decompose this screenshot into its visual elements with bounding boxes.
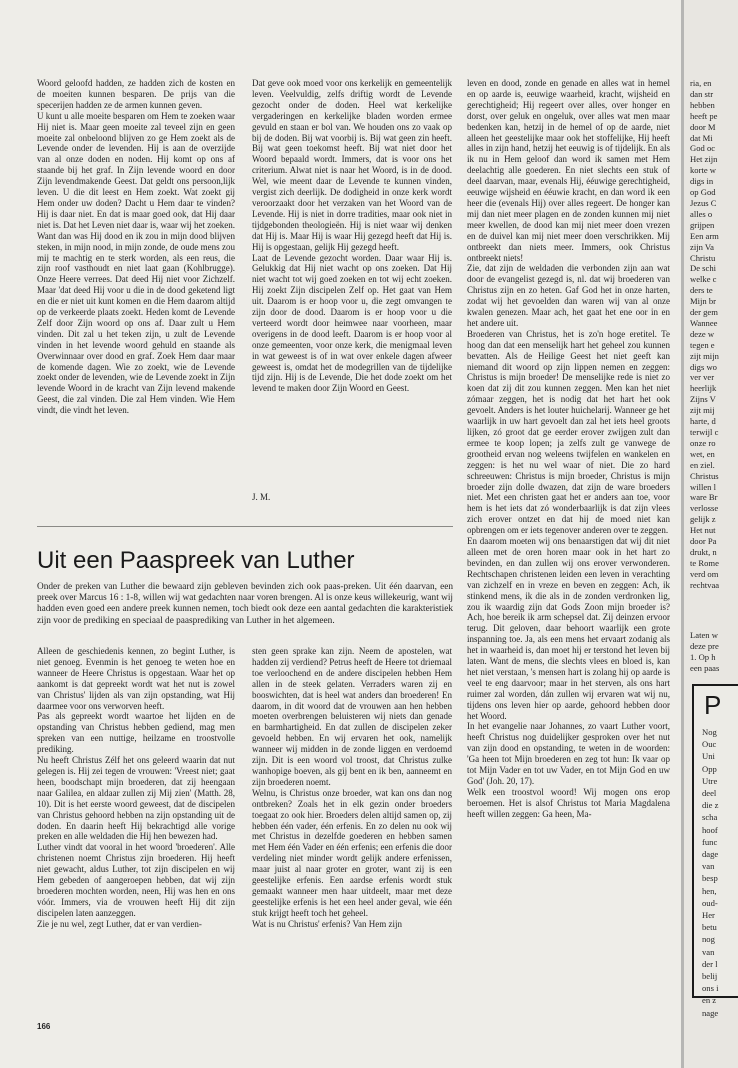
text-line: en z [702, 995, 717, 1006]
paragraph: In het evangelie naar Johannes, zo vaart Luther voort, heeft Christus nog duidelijker gesproken over het nut van zijn dood en opstanding, te weten in de woorden: 'Ga heen tot Mijn broederen en zeg tot hun: Ik vaar op tot Mijn Vader en tot uw Vader, en tot Mijn God en uw God' (Joh. 20, 17). [467, 721, 670, 786]
text-line: Laten w [690, 630, 718, 640]
text-line: God oc [690, 143, 716, 154]
text-line: die z [702, 800, 719, 811]
paragraph: U kunt u alle moeite besparen om Hem te zoeken waar Hij niet is. Maar geen moeite zal teveel zijn en geen moeite zal onbeloond blijven zo ge Hem zoekt als de Levende onder de levenden. Hij is aan de overzijde van al onze doden en noden. Hij komt op ons af staande bij het graf. In Zijn levende woord en door Zijn levendmakende Geest. Dat geldt ons persoon,lijk leven. U die dit leest en Hem zoekt. Wat zoekt gij Hem onder uw doden? Dacht u Hem daar te vinden? Hij is daar niet. En dat is maar goed ook, dat Hij daar niet is. Dat het Leven niet daar is, waar wij het zoeken. Want dan was Hij dood en ik zou in mijn dood blijven steken, in mijn nood, in mijn zonde, de oude mens zou mij te machtig en te sterk worden, als een reus, die zijn roof vasthoudt en niet laat gaan (Kohlbrugge). Onze Heere verrees. Dat deed Hij niet voor Zichzelf. Maar 'dat deed Hij voor u die in de dood geketend ligt en die er niet uit kunt komen en die Hem daarom altijd op de verkeerde plaats zoekt. Heden komt de Levende Zelf door Zijn woord op ons af. Daar zult u Hem vinden. Dit zal u het teken zijn, u zult de Levende vinden in het levende woord gehuld en staande als Overwinnaar over dood en graf. Zoek Hem daar maar de komende dagen. Wie zo zoekt, wie de Levende zoekt onder de levenden, wie de Levende zoekt in Zijn levende Woord in de kracht van Zijn levend makende Geest, die zal vinden. Die zal Hem vinden. Wie Hem vindt, die vindt het leven. [37, 110, 235, 416]
text-line: Zijns V [690, 394, 716, 405]
paragraph: Alleen de geschiedenis kennen, zo begint Luther, is niet genoeg. Evenmin is het genoeg te weten hoe en wanneer de Heere Christus is opgestaan. Waar het op aankomt is dat gepreekt wordt wat het nut is zowel van Christus' lijden als van zijn opstanding, wat Hij daarmee voor ons verworven heeft. [37, 646, 235, 711]
paragraph: Zie, dat zijn de weldaden die verbonden zijn aan wat door de evangelist gezegd is, nl. dat wij broederen van Christus zijn en zo heten. Gaf God het in onze harten, zodat wij het gevoelden dan waren wij van al onze kwalen genezen. Maar ach, het gaat het ene oor in en het andere uit. [467, 263, 670, 328]
text-line: der l [702, 958, 718, 969]
page-number: 166 [37, 1022, 51, 1031]
top-column-1 [37, 78, 235, 416]
text-line: verd om [690, 568, 719, 579]
paragraph: Wat is nu Christus' erfenis? Van Hem zijn [252, 918, 402, 929]
text-line: alles o [690, 208, 713, 219]
text-line: Mijn br [690, 296, 717, 307]
text-line: Uni [702, 751, 715, 762]
text-line: Christus [690, 470, 719, 481]
text-line: Her [702, 910, 715, 921]
text-line: Een arm [690, 230, 719, 241]
text-line: tegen e [690, 339, 715, 350]
paragraph: En daarom moeten wij ons benaarstigen dat wij dit niet alleen met de oren horen maar ook in het hart zo bevinden, en dan zullen wij ons erover verwonderen. Rechtschapen christenen leiden een leven in verachting van zichzelf en in vreze en beven en zeggen: Ach, ik stinkend mens, ik die als in de zonden verdronken lig, zou ik waardig zijn dat Gods Zoon mijn broeder is? Ach, hoe bereik ik arm schepsel dat. Zij deinzen ervoor terug. Dit geloven, daar behoort waarlijk een grote inspanning toe. Ja, als een mens het ervaart zodanig als het in waarheid is, dan moet hij er terstond het leven bij laten. Want de mens, die slechts vlees en bloed is, kan het niet verstaan, 's mensen hart is zolang hij op aarde is veel te eng daarvoor; maar in het sterven, als ons hart ruimer zal worden, dán zullen wij ervaren wat wij nu, tijdens ons leven hier op aarde, gehoord hebben door het Woord. [467, 536, 670, 721]
text-line: oud- [702, 897, 718, 908]
text-line: korte w [690, 165, 717, 176]
paragraph: Nu heeft Christus Zélf het ons geleerd waarin dat nut gelegen is. Hij zei tegen de vrouwen: 'Vreest niet; gaat heen, boodschapt mijn broederen, dat zij heengaan naar Galilea, en aldaar zullen zij Mij zien' (Matth. 28, 10). Dit is het eerste woord geweest, dat de discipelen van Christus gehoord hebben na zijn opstanding uit de doden. En daarin heeft Hij bekrachtigd alle vorige preken en alle weldaden die Hij hen bewezen had. [37, 755, 235, 842]
text-line: Opp [702, 763, 717, 774]
article-column-1 [37, 646, 235, 930]
text-line: zijt mij [690, 405, 715, 416]
text-line: Het zijn [690, 154, 718, 165]
text-line: heeft pe [690, 110, 718, 121]
text-line: dan str [690, 88, 714, 99]
text-line: func [702, 836, 718, 847]
next-page-column [690, 78, 738, 591]
text-line: heerlijk [690, 383, 717, 394]
text-line: van [702, 861, 715, 872]
paragraph: Luther vindt dat vooral in het woord 'broederen'. Alle christenen noemt Christus zijn broederen. Hij heeft niet gewacht, aldus Luther, tot zijn discipelen en wij Hem gebeden of aangeroepen hebben, dat wij zijn broederen mochten worden, neen, Hij was hen en ons vóór. Immers, via de vrouwen heeft Hij dit zijn discipelen laten aanzeggen. [37, 842, 235, 918]
text-line: Het nut [690, 525, 716, 536]
text-line: te Rome [690, 557, 719, 568]
text-line: Jezus C [690, 197, 717, 208]
text-line: onze ro [690, 437, 716, 448]
text-line: besp [702, 873, 718, 884]
text-line: gelijk z [690, 514, 716, 525]
text-line: ria, en [690, 78, 712, 88]
article-intro: Onder de preken van Luther die bewaard zijn gebleven bevinden zich ook paas-preken. Uit één daarvan, een preek over Marcus 16 : 1-8, willen wij wat gedachten naar voren brengen. Al is onze keus willekeurig, want wij hadden even goed een andere preek kunnen nemen, toch biedt ook deze een aantal gedachten die karakteristiek zijn voor de prediking en speciaal de paasprediking van Luther in het algemeen. [37, 582, 453, 626]
paragraph: sten geen sprake kan zijn. Neem de apostelen, wat hadden zij verdiend? Petrus heeft de Heere tot driemaal toe verloochend en de andere discipelen hebben Hem allen in de steek gelaten. Verraders waren zij en booswichten, dat is heel wat anders dan broederen! En daarom, in dit woord dat de vrouwen aan hen hebben moeten overbrengen beluisteren wij niets dan genade en barmhartigheid. En dat zullen de discipelen zeker gevoeld hebben. En wij ervaren het ook, namelijk wanneer wij midden in de zonde liggen en verdoemd zijn. Dit is een woord vol troost, dat Christus zulke wanhopige boeven, als gij bent en ik ben, aanneemt en zijn broederen noemt. [252, 646, 452, 787]
text-line: deel [702, 788, 717, 799]
text-line: verlosse [690, 503, 719, 514]
text-line: digs in [690, 176, 714, 187]
text-line: rechtvaa [690, 579, 720, 590]
text-line: en ziel. [690, 459, 715, 470]
text-line: door M [690, 121, 716, 132]
text-line: nage [702, 1007, 719, 1018]
paragraph: Broederen van Christus, het is zo'n hoge eretitel. Te hoog dan dat een menselijk hart het geheel zou kunnen bevatten. Als de Heilige Geest het niet geeft kan niemand dit woord op zijn lippen nemen en zeggen: Christus is mijn broeder! De menselijke rede is niet zo koen dat zij dit zou kunnen zeggen. Men kan het niet zómaar zeggen, het is nodig dat het hart het ook gevoelt. Anders is het louter huichelarij. Wanneer ge het waarlijk in uw hart gevoelt dan zal het iets heel groots lijken, zó groot dat ge eerder erover zwijgen zult dan ermee te koop lopen; ja zelfs zult ge vanwege de grootheid ervan nog weleens twijfelen en wankelen en zeggen: is het nu wel waar of niet. Die zo hard schreeuwen: Christus is mijn broeder, Christus is mijn broeder zijn dolle dwazen, dat zijn de ware broeders niet. Met een christen gaat het er anders aan toe, voor hem is het iets dat zó wonderbaarlijk is dat zijn vlees zich erover ontzet en dat hij de moed niet kan opbrengen om er iets tegenover anderen over te zeggen. [467, 328, 670, 536]
box-text [702, 726, 718, 1019]
text-line: De schi [690, 263, 717, 274]
paragraph: Laat de Levende gezocht worden. Daar waar Hij is. Gelukkig dat Hij niet wacht op ons zoeken. Dat Hij niet wacht tot wij goed zoeken en tot wij echt zoeken. Hij zoekt Zijn discipelen Zelf op. Het gaat van Hem uit. Daarom is er hoop voor u, die zegt omvangen te zijn door de dood. Daarom is er hoop voor u die verteerd wordt door heimwee naar voorheen, maar overigens in de dood leeft. Daarom is er hoop voor al onze gemeenten, voor onze kerk, die menigmaal leven in wat geweest is of in wat over enkele dagen afweer geweest is, omdat het de modegrillen van de tijdelijke tijd zijn. Hij is de Levende, Die het dode zoekt om het levend te maken door Zijn Woord en Geest. [252, 252, 452, 394]
text-line: welke c [690, 274, 717, 285]
text-line: van [702, 946, 715, 957]
text-line: Nog [702, 727, 717, 737]
section-divider [37, 526, 453, 527]
text-line: hebben [690, 99, 715, 110]
text-line: hoof [702, 824, 718, 835]
text-line: op God [690, 187, 716, 198]
article-title: Uit een Paaspreek van Luther [37, 547, 355, 574]
text-line: drukt, n [690, 546, 717, 557]
text-line: Christu [690, 252, 716, 263]
text-line: ons i [702, 983, 719, 994]
text-line: Ouc [702, 739, 717, 750]
next-page-edge [684, 0, 738, 1068]
text-line: deze w [690, 328, 715, 339]
box-initial: P [704, 690, 722, 720]
text-line: een paas [690, 663, 720, 673]
text-line: Wannee [690, 317, 718, 328]
top-column-2 [252, 78, 452, 394]
text-line: der gem [690, 307, 718, 318]
text-line: zijt mijn [690, 350, 719, 361]
text-line: grijpen [690, 219, 715, 230]
text-line: betu [702, 922, 717, 933]
text-line: ware Br [690, 492, 718, 503]
paragraph: Welnu, is Christus onze broeder, wat kan ons dan nog ontbreken? Zoals het in elk gezin onder broeders toegaat zo ook hier. Broeders delen altijd samen op, zij hebben één vader, één erfenis. En zo delen nu ook wij met Christus in dezelfde goederen en hebben samen met Hem één Vader en één erfenis; een erfenis die door verdeling niet minder wordt gelijk andere erfenissen, maar juist al naar groter en groter, want zij is een geestelijke erfenis. Een aardse erfenis wordt stuk gemaakt wanneer men haar uitdeelt, maar met deze geestelijke erfenis is het een heel ander geval, wie één stuk krijgt heeft toch het geheel. [252, 787, 452, 918]
text-line: wet, en [690, 448, 715, 459]
text-line: ders te [690, 285, 713, 296]
text-line: terwijl c [690, 427, 719, 437]
text-line: belij [702, 971, 718, 982]
text-line: harte, d [690, 416, 716, 427]
text-line: dat Mi [690, 132, 713, 143]
author-signature: J. M. [252, 492, 271, 502]
paragraph: Woord geloofd hadden, ze hadden zich de kosten en de moeiten kunnen besparen. De prijs van die specerijen hadden ze de armen kunnen geven. [37, 78, 235, 110]
text-line: ver ver [690, 372, 715, 383]
text-line: nog [702, 934, 715, 945]
text-line: door Pa [690, 536, 717, 547]
text-line: zijn Va [690, 241, 714, 252]
paragraph: Welk een troostvol woord! Wij mogen ons erop beroemen. Het is alsof Christus tot Maria Magdalena heeft willen zeggen: Ga heen, Ma- [467, 786, 670, 819]
next-page-boxed-article [692, 684, 738, 1018]
paragraph: Dat geve ook moed voor ons kerkelijk en gemeentelijk leven. Veelvuldig, zelfs driftig wordt de Levende gezocht onder de doden. Heel wat kerkelijke vergaderingen en kerkelijke bladen worden ermee gevuld en staan er bol van. We houden ons zo vaak op bij de doden. Bij wat voorbij is. Bij wat geen zin heeft. Bij wat geen toekomst heeft. Bij wat niet door het Woord bepaald wordt. Immers, dat is voor ons het criterium. Alwat niet is naar het Woord, is in de dood. Wel, wie meent daar de Levende te kunnen vinden, vergist zich deerlijk. De dodigheid in onze kerk wordt veroorzaakt door het verzaken van het Woord van de Levende. Hij is niet in dorre tradities, maar ook niet in tijdgebonden theologieën. Hij is niet waar wij denken dat Hij is. Maar Hij is waar Hij gezegd heeft dat Hij is. Hij is opgestaan, gelijk Hij gezegd heeft. [252, 78, 452, 252]
text-line: digs wo [690, 361, 717, 372]
paragraph: leven en dood, zonde en genade en alles wat in hemel en op aarde is, eeuwige waarheid, kracht, wijsheid en gerechtigheid; Hij regeert over alles, over honger en dorst, over geluk en ongeluk, over alles wat men maar bedenken kan, hetzij in de hemel of op de aarde, niet alleen het geestelijke maar ook het stoffelijke, Hij heeft alles in zijn hand, hetzij het eeuwig is of tijdelijk. En als ik nu in Hem geloof dan word ik samen met Hem deelachtig alle goederen. En niet slechts een stuk of deel daarvan, maar, evenals Hij, ééuwige gerechtigheid, eeuwige wijsheid en ééuwie kracht, en dan word ik een heer die (evenals Hij) over alles regeert. De honger kan mij dan niet meer plagen en de zonden kunnen mij niet meer kwellen, de dood kan mij niet meer doen vrezen en de duivel kan mij niet meer doen verschrikken. Mij ontbreekt dan niets meer. Immers, ook Christus ontbreekt niets! [467, 78, 670, 263]
text-line: hen, [702, 885, 717, 896]
text-line: 1. Op h [690, 652, 716, 662]
text-line: willen l [690, 481, 717, 492]
next-page-tail [690, 630, 719, 674]
text-line: deze pre [690, 641, 719, 651]
article-column-2 [252, 646, 452, 930]
text-line: dage [702, 849, 719, 860]
paragraph: Pas als gepreekt wordt waartoe het lijden en de opstanding van Christus hebben gediend, mag men spreken van een nuttige, heilzame en troostvolle prediking. [37, 711, 235, 755]
text-line: Utre [702, 775, 718, 786]
top-column-3 [467, 78, 670, 820]
paragraph: Zie je nu wel, zegt Luther, dat er van verdien- [37, 918, 202, 929]
text-line: scha [702, 812, 718, 823]
